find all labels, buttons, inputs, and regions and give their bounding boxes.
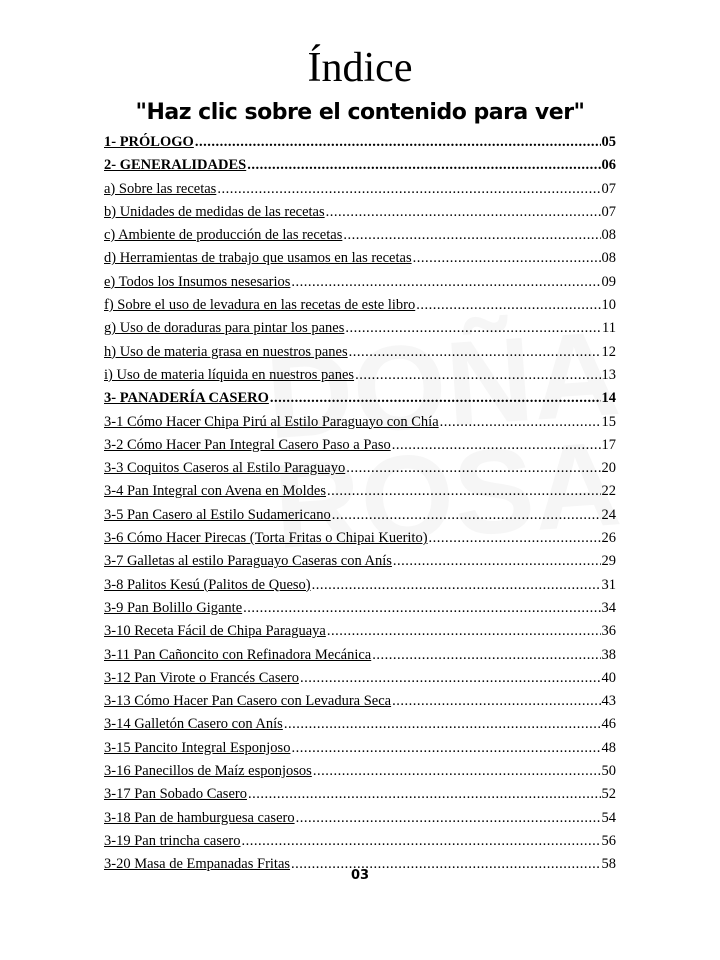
toc-entry-link[interactable]: 1- PRÓLOGO (104, 134, 194, 150)
toc-entry[interactable] (104, 690, 616, 713)
toc-entry[interactable] (104, 807, 616, 830)
dot-leader (440, 411, 601, 434)
dot-leader (248, 783, 601, 806)
toc-entry[interactable] (104, 387, 616, 410)
toc-entry-link[interactable]: h) Uso de materia grasa en nuestros panes (104, 343, 348, 360)
dot-leader (343, 224, 600, 247)
toc-entry[interactable] (104, 224, 616, 247)
toc-page-number: 26 (601, 530, 616, 547)
toc-entry-link[interactable]: 3-13 Cómo Hacer Pan Casero con Levadura Seca (104, 693, 392, 710)
toc-page-number: 58 (601, 856, 616, 873)
toc-entry-link[interactable]: 3-4 Pan Integral con Avena en Moldes (104, 483, 327, 500)
toc-entry[interactable] (104, 620, 616, 643)
toc-entry-link[interactable]: i) Uso de materia líquida en nuestros panes (104, 366, 355, 383)
dot-leader (327, 620, 601, 643)
toc-page-number: 31 (601, 576, 616, 593)
dot-leader (291, 737, 600, 760)
dot-leader (327, 480, 600, 503)
toc-entry[interactable] (104, 597, 616, 620)
toc-entry[interactable] (104, 341, 616, 364)
dot-leader (296, 807, 601, 830)
toc-page-number: 54 (601, 809, 616, 826)
toc-entry-link[interactable]: 3- PANADERÍA CASERO (104, 390, 269, 407)
dot-leader (291, 271, 600, 294)
toc-entry-link[interactable]: 3-2 Cómo Hacer Pan Integral Casero Paso a Paso (104, 436, 391, 453)
toc-entry-link[interactable]: 3-7 Galletas al estilo Paraguayo Caseras con Anís (104, 553, 392, 570)
toc-page-number: 43 (601, 693, 616, 710)
toc-entry-link[interactable]: 3-8 Palitos Kesú (Palitos de Queso) (104, 576, 311, 593)
toc-entry[interactable] (104, 760, 616, 783)
toc-entry-link[interactable]: 3-5 Pan Casero al Estilo Sudamericano (104, 506, 331, 523)
toc-page-number: 38 (601, 646, 616, 663)
dot-leader (313, 760, 601, 783)
toc-entry[interactable] (104, 294, 616, 317)
dot-leader (416, 294, 600, 317)
dot-leader (429, 527, 601, 550)
toc-entry-link[interactable]: b) Unidades de medidas de las recetas (104, 203, 325, 220)
toc-entry[interactable] (104, 737, 616, 760)
toc-page-number: 48 (601, 739, 616, 756)
instruction-subtitle: "Haz clic sobre el contenido para ver" (135, 100, 585, 125)
toc-entry[interactable] (104, 713, 616, 736)
toc-entry-link[interactable]: 3-11 Pan Cañoncito con Refinadora Mecánica (104, 646, 372, 663)
toc-page-number: 15 (601, 413, 616, 430)
toc-entry[interactable] (104, 644, 616, 667)
toc-entry-link[interactable]: 3-14 Galletón Casero con Anís (104, 716, 283, 733)
dot-leader (284, 713, 601, 736)
toc-entry[interactable] (104, 201, 616, 224)
toc-page-number: 05 (601, 134, 616, 150)
toc-entry[interactable] (104, 247, 616, 270)
dot-leader (312, 574, 601, 597)
toc-page-number: 12 (601, 343, 616, 360)
dot-leader (332, 504, 601, 527)
toc-entry[interactable] (104, 131, 616, 154)
toc-page-number: 07 (601, 180, 616, 197)
toc-entry-link[interactable]: d) Herramientas de trabajo que usamos en las recetas (104, 250, 412, 267)
toc-entry[interactable] (104, 504, 616, 527)
dot-leader (247, 154, 600, 177)
toc-page-number: 34 (601, 599, 616, 616)
toc-entry[interactable] (104, 317, 616, 340)
toc-entry[interactable] (104, 178, 616, 201)
toc-entry-link[interactable]: g) Uso de doraduras para pintar los panes (104, 320, 345, 337)
toc-entry[interactable] (104, 364, 616, 387)
dot-leader (372, 644, 600, 667)
dot-leader (243, 597, 600, 620)
toc-entry-link[interactable]: a) Sobre las recetas (104, 180, 217, 197)
toc-page-number: 09 (601, 273, 616, 290)
toc-page-number: 08 (601, 227, 616, 244)
toc-page-number: 07 (601, 203, 616, 220)
page-title: Índice (307, 45, 413, 91)
toc-entry-link[interactable]: 3-6 Cómo Hacer Pirecas (Torta Fritas o Chipai Kuerito) (104, 530, 428, 547)
dot-leader (355, 364, 600, 387)
dot-leader (392, 690, 600, 713)
dot-leader (349, 341, 601, 364)
toc-entry-link[interactable]: 3-12 Pan Virote o Francés Casero (104, 669, 299, 686)
dot-leader (413, 247, 601, 270)
toc-entry[interactable] (104, 434, 616, 457)
toc-entry[interactable] (104, 480, 616, 503)
toc-entry[interactable] (104, 527, 616, 550)
dot-leader (195, 131, 601, 154)
toc-entry[interactable] (104, 411, 616, 434)
toc-page-number: 56 (601, 832, 616, 849)
toc-entry-link[interactable]: 2- GENERALIDADES (104, 157, 247, 174)
toc-entry-link[interactable]: 3-10 Receta Fácil de Chipa Paraguaya (104, 623, 326, 640)
toc-page-number: 29 (601, 553, 616, 570)
table-of-contents (104, 131, 616, 877)
toc-entry-link[interactable]: 3-18 Pan de hamburguesa casero (104, 809, 295, 826)
toc-page-number: 17 (601, 436, 616, 453)
toc-page-number: 11 (602, 320, 616, 337)
toc-page-number: 46 (601, 716, 616, 733)
page-number: 03 (350, 868, 370, 883)
toc-entry-link[interactable]: 3-20 Masa de Empanadas Fritas (104, 856, 291, 873)
toc-entry-link[interactable]: 3-1 Cómo Hacer Chipa Pirú al Estilo Paraguayo con Chía (104, 413, 439, 430)
toc-entry[interactable] (104, 154, 616, 177)
toc-page-number: 08 (601, 250, 616, 267)
toc-page-number: 50 (601, 763, 616, 780)
toc-entry-link[interactable]: e) Todos los Insumos nesesarios (104, 273, 291, 290)
toc-entry-link[interactable]: 3-16 Panecillos de Maíz esponjosos (104, 763, 312, 780)
toc-page-number: 40 (601, 669, 616, 686)
toc-entry[interactable] (104, 667, 616, 690)
dot-leader (217, 178, 600, 201)
toc-entry-link[interactable]: 3-9 Pan Bolillo Gigante (104, 599, 243, 616)
toc-entry[interactable] (104, 783, 616, 806)
dot-leader (270, 387, 601, 410)
toc-entry-link[interactable]: 3-15 Pancito Integral Esponjoso (104, 739, 291, 756)
toc-entry[interactable] (104, 271, 616, 294)
toc-page-number: 52 (601, 786, 616, 803)
toc-page-number: 10 (601, 297, 616, 314)
dot-leader (393, 550, 601, 573)
toc-entry-link[interactable]: f) Sobre el uso de levadura en las recetas de este libro (104, 297, 416, 314)
toc-page-number: 06 (601, 157, 616, 174)
toc-entry-link[interactable]: 3-19 Pan trincha casero (104, 832, 241, 849)
toc-page-number: 20 (601, 460, 616, 477)
toc-entry-link[interactable]: c) Ambiente de producción de las recetas (104, 227, 343, 244)
toc-page-number: 13 (601, 366, 616, 383)
dot-leader (326, 201, 601, 224)
dot-leader (300, 667, 601, 690)
dot-leader (392, 434, 601, 457)
dot-leader (345, 317, 601, 340)
toc-entry-link[interactable]: 3-17 Pan Sobado Casero (104, 786, 247, 803)
dot-leader (242, 830, 601, 853)
toc-entry[interactable] (104, 574, 616, 597)
toc-entry[interactable] (104, 830, 616, 853)
toc-entry[interactable] (104, 457, 616, 480)
toc-entry[interactable] (104, 550, 616, 573)
toc-page-number: 14 (601, 390, 616, 407)
toc-page-number: 36 (601, 623, 616, 640)
dot-leader (346, 457, 600, 480)
toc-page-number: 22 (601, 483, 616, 500)
toc-page-number: 24 (601, 506, 616, 523)
toc-entry-link[interactable]: 3-3 Coquitos Caseros al Estilo Paraguayo (104, 460, 346, 477)
